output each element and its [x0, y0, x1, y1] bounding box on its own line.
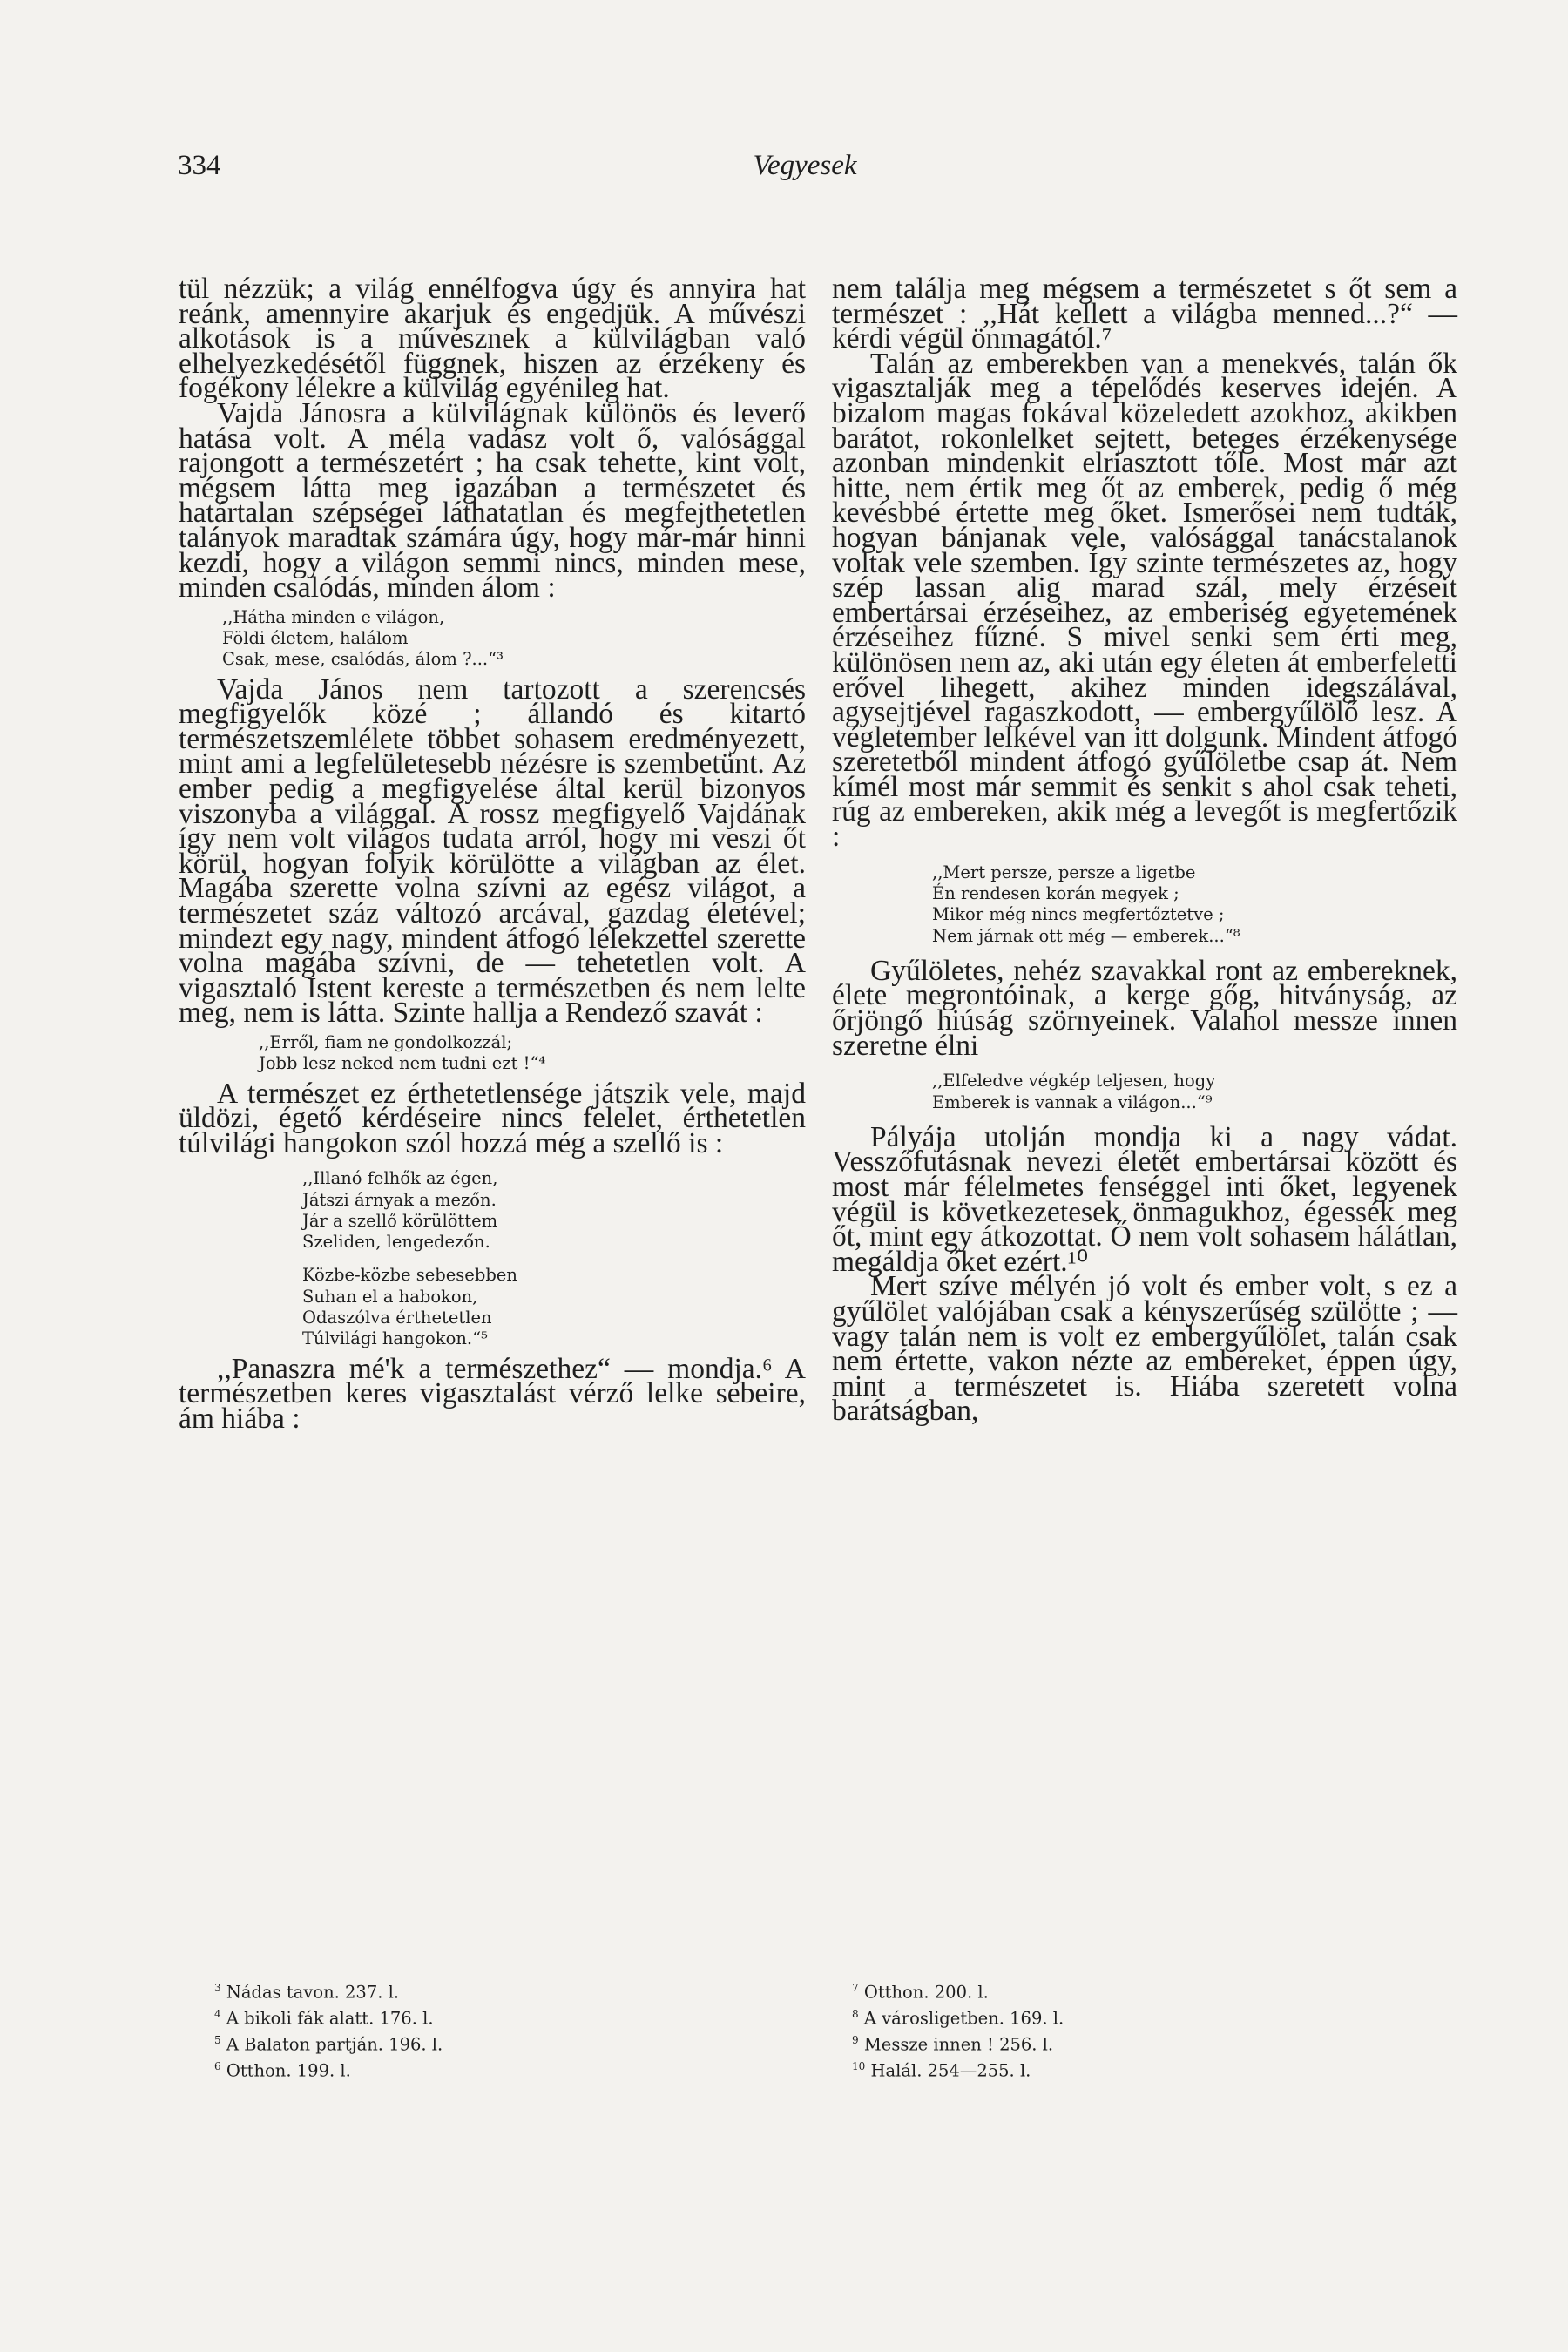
- poem-quote: ,,Illanó felhők az égen, Játszi árnyak a mezőn. Jár a szellő körülöttem Szeliden, lengedezőn.: [302, 1168, 498, 1253]
- footnote-number: 9: [852, 2033, 859, 2046]
- paragraph: tül nézzük; a világ ennélfogva úgy és annyira hat reánk, amennyire akarjuk és engedjük. A művészi alkotások is a művésznek a külvilágban való elhelyezkedésétől függnek, hiszen az érzékeny és fogékony lélekre a külvilág egyénileg hat.: [179, 273, 806, 405]
- poem-quote: ,,Mert persze, persze a ligetbe Én rendesen korán megyek ; Mikor még nincs megfertőztetve ; Nem járnak ott még — emberek...“⁸: [932, 862, 1240, 946]
- page-number: 334: [178, 150, 221, 181]
- right-column: [832, 273, 1457, 1428]
- footnote-text: A Balaton partján. 196. l.: [226, 2034, 443, 2055]
- poem-quote: ,,Erről, fiam ne gondolkozzál; Jobb lesz neked nem tudni ezt !“⁴: [259, 1031, 546, 1074]
- page-header: [178, 150, 1397, 193]
- footnote-number: 7: [852, 1982, 859, 1994]
- paragraph: A természet ez érthetetlensége játszik vele, majd üldözi, égető kérdéseire nincs felelet, érthetetlen túlvilági hangokon szól hozzá még a szellő is :: [179, 1077, 806, 1159]
- paragraph: Pályája utolján mondja ki a nagy vádat. Vesszőfutásnak nevezi életét embertársai között és most már félelmetes fenséggel inti őket, legyenek végül is következetesek önmagukhoz, égessék meg őt, mint egy átkozottat. Ő nem volt sohasem hálátlan, megáldja őket ezért.¹⁰: [832, 1120, 1457, 1278]
- footnote-text: Otthon. 199. l.: [226, 2060, 351, 2081]
- footnote: [852, 2056, 1375, 2082]
- footnote-number: 3: [214, 1982, 221, 1994]
- left-column: [179, 273, 806, 1435]
- paragraph: nem találja meg mégsem a természetet s őt sem a természet : ,,Hát kellett a világba menned...?“ —kérdi végül önmagától.⁷: [832, 273, 1457, 355]
- footnote-text: Otthon. 200. l.: [863, 1982, 989, 2003]
- footnote: [852, 2004, 1375, 2030]
- footnote: [214, 2056, 737, 2082]
- paragraph: ,,Panaszra mé'k a természethez“ — mondja.⁶ A természetben keres vigasztalást vérző lelke sebeire, ám hiába :: [179, 1352, 806, 1435]
- poem-quote: ,,Hátha minden e világon, Földi életem, halálom Csak, mese, csalódás, álom ?...“³: [222, 606, 504, 670]
- paragraph: Gyűlöletes, nehéz szavakkal ront az embereknek, élete megrontóinak, a kerge gőg, hitványság, az őrjöngő hiúság szörnyeinek. Valahol messze innen szeretne élni: [832, 954, 1457, 1062]
- poem-quote: Közbe-közbe sebesebben Suhan el a habokon, Odaszólva érthetetlen Túlvilági hangokon.“⁵: [302, 1265, 517, 1349]
- footnote-number: 4: [214, 2007, 221, 2020]
- paragraph: Mert szíve mélyén jó volt és ember volt, s ez a gyűlölet valójában csak a kényszerűség szülötte ; — vagy talán nem is volt ez embergyűlölet, talán csak nem értette, vakon nézte az embereket, éppen úgy, mint a természetet is. Hiába szeretett volna barátságban,: [832, 1270, 1457, 1428]
- footnote-number: 8: [852, 2007, 859, 2020]
- footnote: [852, 1977, 1375, 2004]
- footnote-text: Messze innen ! 256. l.: [863, 2034, 1054, 2055]
- paragraph: Vajda János nem tartozott a szerencsés megfigyelők közé ; állandó és kitartó természetszemlélete többet sohasem eredményezett, mint ami a legfelületesebb nézésre is szembetünt. Az ember pedig a megfigyelése által kerül bizonyos viszonyba a világgal. A rossz megfigyelő Vajdának így nem volt világos tudata arról, hogy mi veszi őt körül, hogyan folyik körülötte a világban az élet. Magába szerette volna szívni az egész világot, a természetet száz változó arcával, gazdag életével; mindezt egy nagy, mindent átfogó lélekzettel szerette volna magába szívni, de — tehetetlen volt. A vigasztaló Istent kereste a természetben és nem lelte meg, nem is látta. Szinte hallja a Rendező szavát :: [179, 672, 806, 1030]
- footnote-number: 5: [214, 2033, 221, 2046]
- running-title: Vegyesek: [753, 150, 857, 181]
- footnote: [852, 2030, 1375, 2056]
- paragraph: Talán az emberekben van a menekvés, talán ők vigasztalják meg a tépelődés keserves idején. A bizalom magas fokával közeledett azokhoz, akikben barátot, rokonlelket sejtett, beteges érzékenysége azonban mindenkit elriasztott tőle. Most már azt hitte, nem értik meg őt az emberek, pedig ő még kevésbbé értette meg őket. Ismerősei nem tudták, hogyan bánjanak vele, valósággal tanácstalanok voltak vele szemben. Így szinte természetes az, hogy szép lassan alig marad szál, mely érzéseit embertársai érzéseihez, az emberiség egyetemének érzéseihez fűzné. S mivel senki sem érti meg, különösen nem az, aki után egy életen át emberfeletti erővel lihegett, akihez minden idegszálával, agysejtjével ragaszkodott, — embergyűlölő lesz. A végletember lelkével van itt dolgunk. Mindent átfogó szeretetből mindent átfogó gyűlöletbe csap át. Nem kímél most már semmit és senkit s ahol csak teheti, rúg az embereken, akik még a levegőt is megfertőzik :: [832, 347, 1457, 854]
- footnotes-left: [214, 1977, 737, 2082]
- footnote-number: 10: [852, 2059, 866, 2072]
- footnote-number: 6: [214, 2059, 221, 2072]
- footnote: [214, 1977, 737, 2004]
- footnote-text: Halál. 254—255. l.: [870, 2060, 1031, 2081]
- footnote: [214, 2004, 737, 2030]
- footnote-text: A bikoli fák alatt. 176. l.: [226, 2008, 434, 2029]
- footnotes-right: [852, 1977, 1375, 2082]
- footnote-text: A városligetben. 169. l.: [863, 2008, 1064, 2029]
- poem-quote: ,,Elfeledve végkép teljesen, hogy Emberek is vannak a világon...“⁹: [932, 1071, 1216, 1112]
- footnote: [214, 2030, 737, 2056]
- paragraph: Vajda Jánosra a külvilágnak különös és leverő hatása volt. A méla vadász volt ő, valósággal rajongott a természetért ; ha csak tehette, kint volt, mégsem látta meg igazában a természetet és határtalan szépségei láthatatlan és megfejthetetlen talányok maradtak számára úgy, hogy már-már hinni kezdi, hogy a világon semmi nincs, minden mese, minden csalódás, minden álom :: [179, 396, 806, 605]
- footnote-text: Nádas tavon. 237. l.: [226, 1982, 400, 2003]
